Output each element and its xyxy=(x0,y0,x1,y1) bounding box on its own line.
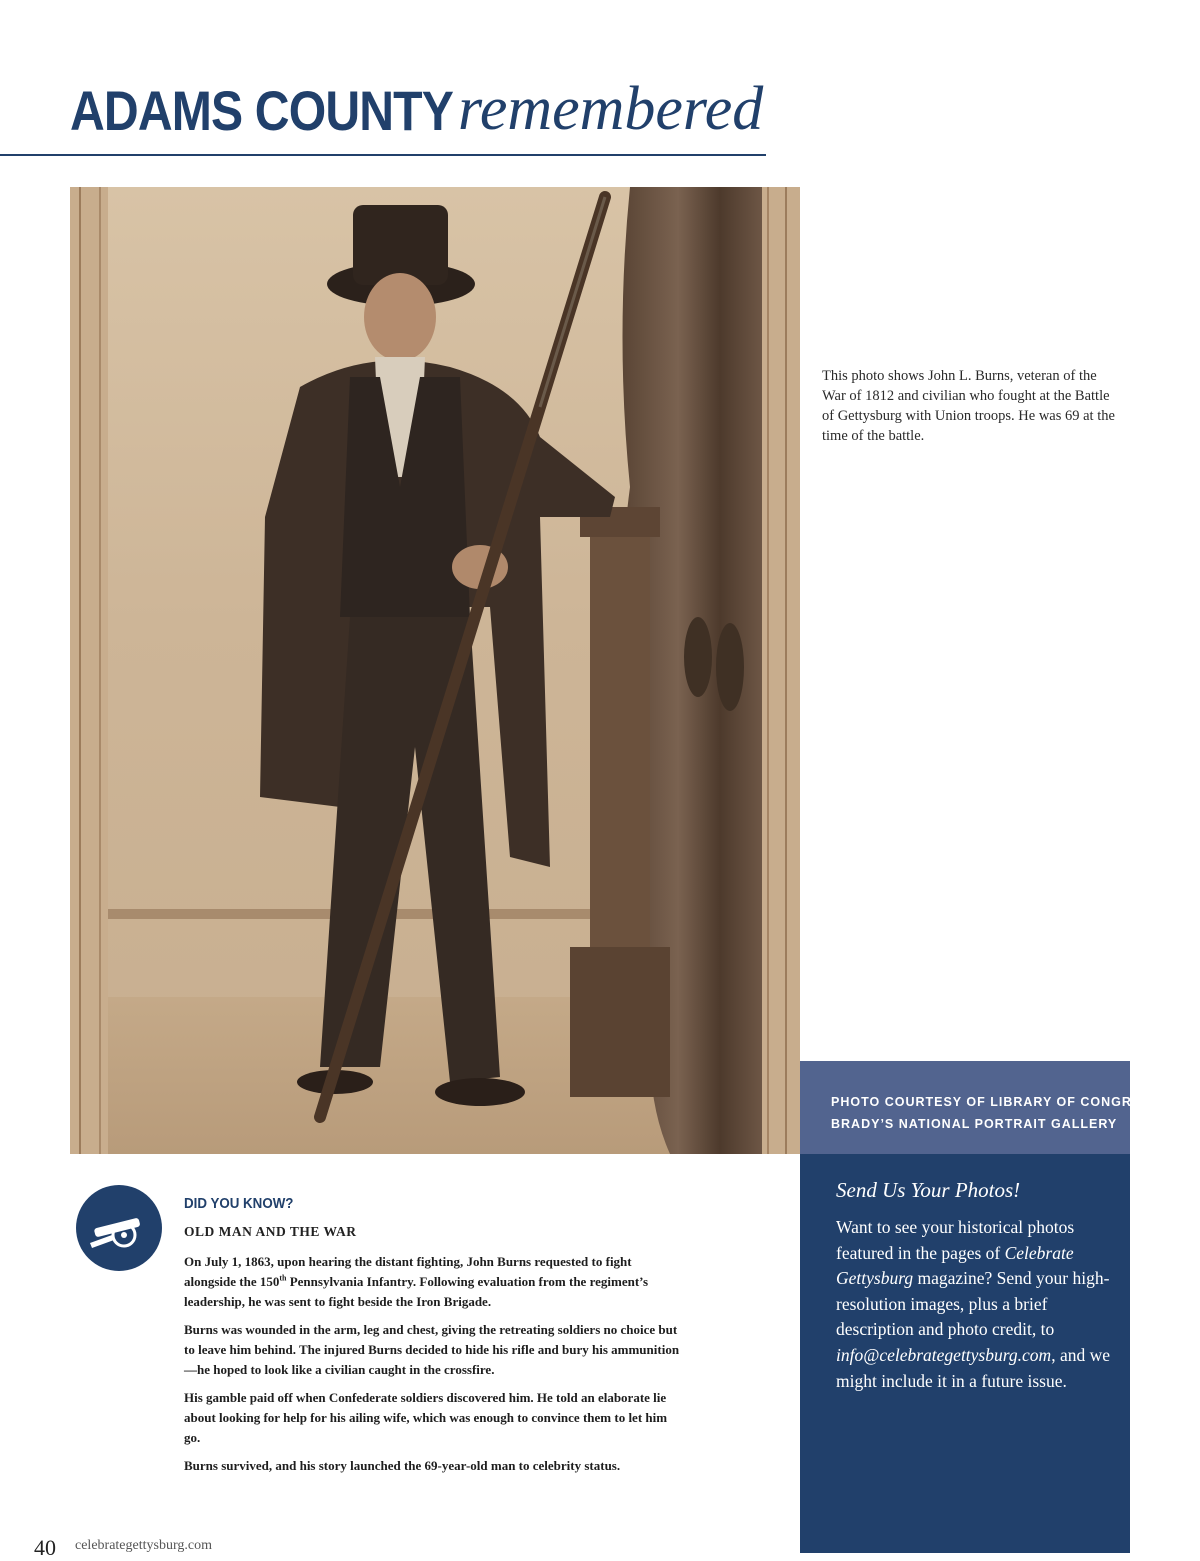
dyk-paragraph-3: His gamble paid off when Confederate soldiers discovered him. He told an elaborate lie about looking for help for his ailing wife, which was enough to convince them to let him go. xyxy=(184,1390,668,1445)
site-url[interactable]: celebrategettysburg.com xyxy=(75,1538,212,1553)
photo-credit xyxy=(800,1061,1165,1154)
send-body-text-2: magazine? Send your high-resolution images, plus a brief description and photo credit, to xyxy=(836,1268,1110,1340)
credit-line-1: PHOTO COURTESY OF LIBRARY OF CONGRESS, xyxy=(831,1095,1165,1109)
dyk-p1-a: On July 1, 1863, upon hearing the distant fighting, John Burns requested to fight alongside the 150 xyxy=(184,1254,632,1289)
did-you-know-subtitle: OLD MAN AND THE WAR xyxy=(184,1224,357,1239)
send-body-text-3: , and we might include it in a future issue. xyxy=(836,1344,1110,1391)
credit-line-2: BRADY’S NATIONAL PORTRAIT GALLERY xyxy=(831,1117,1118,1131)
title-bold: ADAMS COUNTY xyxy=(70,79,453,142)
historical-portrait-photo xyxy=(70,187,800,1154)
dyk-p1-sup: th xyxy=(279,1273,287,1283)
title-rule xyxy=(0,154,766,156)
send-body-text-1: Want to see your historical photos featured in the pages of xyxy=(836,1217,1075,1263)
page-title xyxy=(70,75,764,148)
dyk-p1-b: Pennsylvania Infantry. Following evaluation from the regiment’s leadership, he was sent to fight beside the Iron Brigade. xyxy=(184,1274,649,1309)
dyk-paragraph-4: Burns survived, and his story launched the 69-year-old man to celebrity status. xyxy=(184,1458,621,1473)
send-photos-body xyxy=(836,1215,1110,1394)
dyk-paragraph-1 xyxy=(184,1252,684,1312)
did-you-know-section xyxy=(184,1196,684,1484)
dyk-paragraph-2: Burns was wounded in the arm, leg and chest, giving the retreating soldiers no choice but to leave him behind. The injured Burns decided to hide his rifle and bury his ammunition—he hoped to look like a civilian caught in the crossfire. xyxy=(184,1322,680,1377)
send-photos-title: Send Us Your Photos! xyxy=(836,1178,1021,1202)
page-number: 40 xyxy=(34,1535,56,1560)
photo-caption: This photo shows John L. Burns, veteran of the War of 1812 and civilian who fought at the Battle of Gettysburg with Union troops. He was 69 at the time of the battle. xyxy=(822,368,1115,444)
send-photos-box xyxy=(800,1154,1130,1553)
email-link[interactable]: info@celebrategettysburg.com xyxy=(836,1344,1052,1365)
title-italic: remembered xyxy=(458,75,764,143)
cannon-icon xyxy=(76,1185,162,1271)
did-you-know-label: DID YOU KNOW? xyxy=(184,1196,294,1212)
magazine-name: Celebrate Gettysburg xyxy=(836,1242,1074,1289)
portrait-illustration xyxy=(70,187,800,1154)
